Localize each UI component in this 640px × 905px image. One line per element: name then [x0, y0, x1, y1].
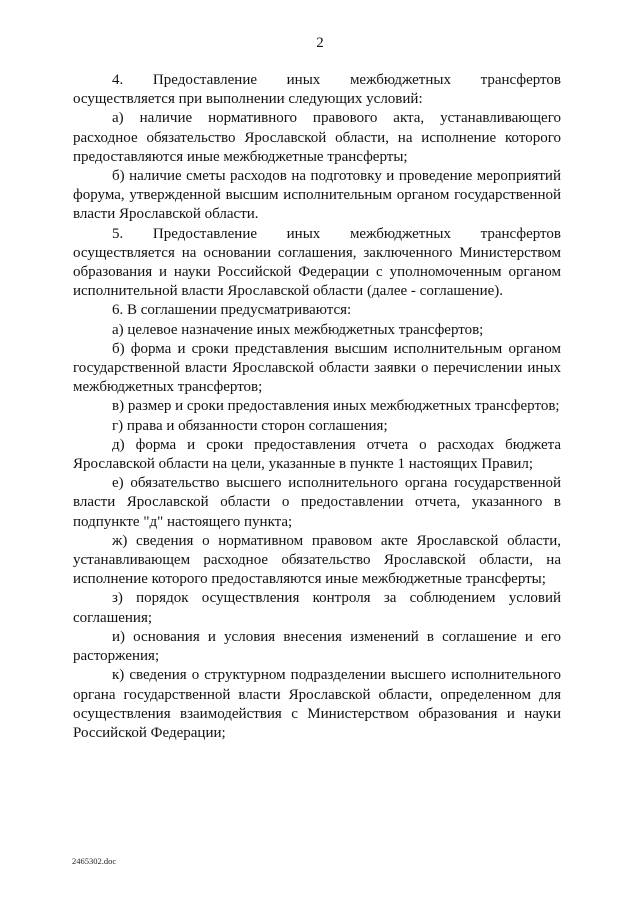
paragraph-6g: г) права и обязанности сторон соглашения;	[112, 417, 388, 434]
paragraph-6k: к) сведения о структурном подразделении высшего исполнительного органа государственной власти Ярославской области, определенном для осуществления взаимодействия с Министерством образования и науки Российской Федерации;	[73, 667, 561, 741]
paragraph-6e: е) обязательство высшего исполнительного органа государственной власти Ярославской области о предоставлении отчета, указанного в подпункте "д" настоящего пункта;	[73, 475, 561, 530]
document-body	[73, 71, 561, 743]
paragraph-4b: б) наличие сметы расходов на подготовку и проведение мероприятий форума, утвержденной высшим исполнительным органом государственной власти Ярославской области.	[73, 168, 561, 223]
paragraph-6a: а) целевое назначение иных межбюджетных трансфертов;	[112, 321, 484, 338]
page-number: 2	[316, 35, 324, 51]
footer-filename: 2465302.doc	[72, 856, 117, 866]
paragraph-6b: б) форма и сроки представления высшим исполнительным органом государственной власти Ярославской области заявки о перечислении иных межбюджетных трансфертов;	[73, 340, 561, 396]
paragraph-4a: а) наличие нормативного правового акта, устанавливающего расходное обязательство Ярославской области, на исполнение которого предоставляются иные межбюджетные трансферты;	[73, 110, 561, 165]
paragraph-6zh: ж) сведения о нормативном правовом акте Ярославской области, устанавливающем расходное обязательство Ярославской области, на исполнение которого предоставляются иные межбюджетные трансферты;	[73, 532, 561, 588]
paragraph-6i: и) основания и условия внесения изменений в соглашение и его расторжения;	[73, 628, 561, 665]
paragraph-5: 5. Предоставление иных межбюджетных трансфертов осуществляется на основании соглашения, заключенного Министерством образования и науки Российской Федерации с уполномоченным органом исполнительной власти Ярославской области (далее - соглашение).	[73, 225, 561, 300]
paragraph-6: 6. В соглашении предусматриваются:	[112, 302, 352, 319]
paragraph-4: 4. Предоставление иных межбюджетных трансфертов осуществляется при выполнении следующих условий:	[73, 72, 561, 108]
paragraph-6v: в) размер и сроки предоставления иных межбюджетных трансфертов;	[112, 398, 560, 415]
paragraph-6d: д) форма и сроки предоставления отчета о расходах бюджета Ярославской области на цели, указанные в пункте 1 настоящих Правил;	[73, 436, 561, 473]
paragraph-6z: з) порядок осуществления контроля за соблюдением условий соглашения;	[73, 590, 561, 626]
